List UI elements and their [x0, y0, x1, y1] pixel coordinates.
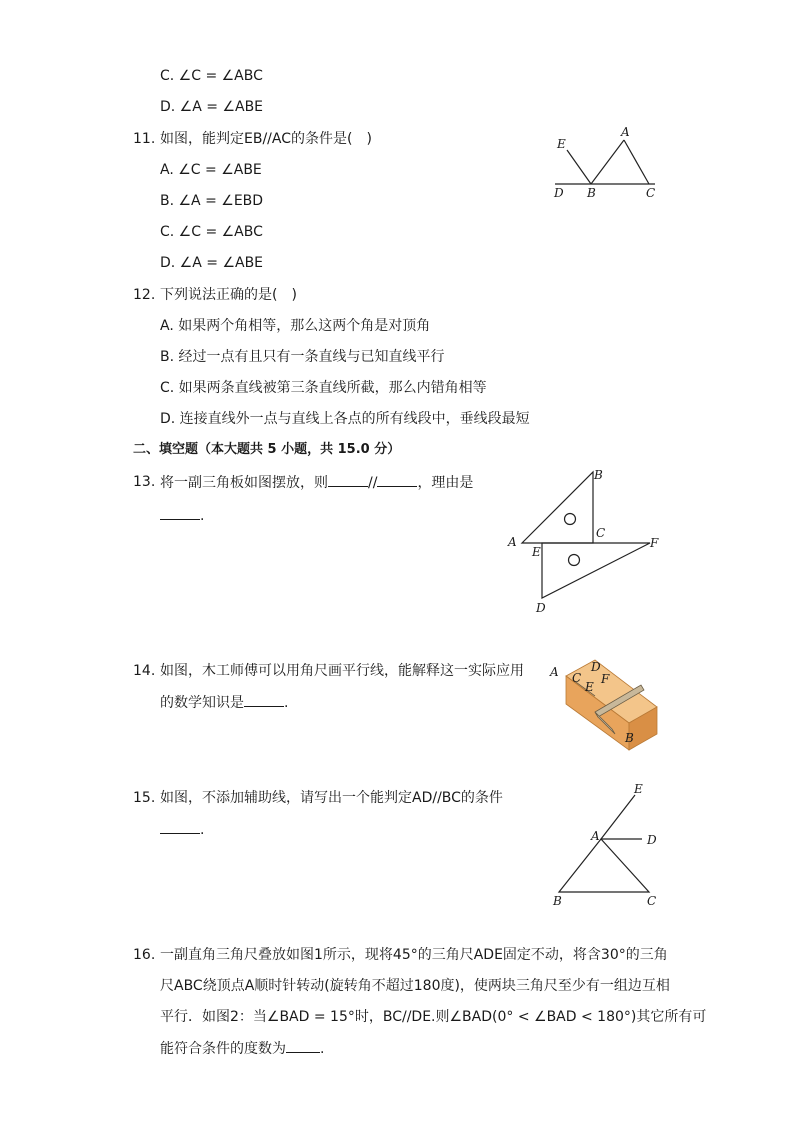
q13-label-b: B	[594, 468, 603, 482]
q12-option-d: D. 连接直线外一点与直线上各点的所有线段中，垂线段最短	[160, 411, 530, 427]
q16-line3: 平行．如图2：当∠BAD = 15°时，BC//DE.则∠BAD(0° < ∠BAD < 180°)其它所有可	[160, 1009, 707, 1025]
q13-label-f: F	[650, 536, 659, 550]
q13-label-d: D	[536, 601, 546, 615]
q14-label-b: B	[625, 731, 634, 745]
q11-label-a: A	[621, 125, 630, 139]
q14-period: .	[284, 695, 289, 711]
q12-option-c: C. 如果两条直线被第三条直线所截，那么内错角相等	[160, 380, 487, 396]
q15-line1: 如图，不添加辅助线，请写出一个能判定AD//BC的条件	[160, 790, 503, 806]
q11-label-e: E	[557, 137, 566, 151]
q13-blank-reason	[160, 505, 200, 520]
q13-parallel-sign: //	[368, 475, 378, 491]
q13-label-a: A	[508, 535, 517, 549]
q16-blank	[286, 1038, 320, 1053]
q14-line1: 如图，木工师傅可以用角尺画平行线，能解释这一实际应用	[160, 663, 524, 679]
q14-label-c: C	[572, 671, 582, 685]
q15-label-c: C	[647, 894, 657, 908]
q10-option-c: C. ∠C = ∠ABC	[160, 68, 263, 84]
q11-number: 11.	[133, 131, 156, 147]
q13-figure	[500, 462, 670, 622]
q13-blank-2	[377, 472, 417, 487]
q13-hole-upper	[565, 514, 576, 525]
q15-label-d: D	[647, 833, 657, 847]
q15-triangle-abc	[559, 839, 649, 892]
q15-ray-ea	[601, 795, 635, 839]
q13-stem	[160, 472, 473, 493]
q11-option-c: C. ∠C = ∠ABC	[160, 224, 263, 240]
q15-number: 15.	[133, 790, 156, 806]
q13-blank-1	[328, 472, 368, 487]
q11-segment-ac	[624, 140, 649, 184]
q11-segment-eb	[567, 150, 591, 184]
q15-label-b: B	[553, 894, 562, 908]
q13-triangle-efd	[542, 543, 650, 598]
q11-label-b: B	[587, 186, 596, 200]
q13-label-c: C	[596, 526, 606, 540]
q11-option-b: B. ∠A = ∠EBD	[160, 193, 264, 209]
q14-label-f: F	[601, 672, 610, 686]
q15-label-a: A	[591, 829, 600, 843]
q14-number: 14.	[133, 663, 156, 679]
q14-label-e: E	[585, 680, 594, 694]
q11-option-d: D. ∠A = ∠ABE	[160, 255, 264, 271]
q11-segment-ba	[591, 140, 624, 184]
q14-label-a: A	[550, 665, 559, 679]
q14-label-d: D	[591, 660, 601, 674]
q13-hole-lower	[569, 555, 580, 566]
q14-line2-text: 的数学知识是	[160, 695, 244, 711]
q11-option-a: A. ∠C = ∠ABE	[160, 162, 262, 178]
q11-stem: 如图，能判定EB//AC的条件是( )	[160, 131, 372, 147]
q16-number: 16.	[133, 947, 156, 963]
q15-answer-line	[160, 819, 204, 840]
q15-period: .	[200, 822, 205, 838]
q13-stem-part2: ，理由是	[417, 475, 474, 491]
q15-figure	[545, 778, 670, 913]
q12-option-a: A. 如果两个角相等，那么这两个角是对顶角	[160, 318, 431, 334]
q13-label-e: E	[532, 545, 541, 559]
q13-reason-line	[160, 505, 204, 526]
q16-line1: 一副直角三角尺叠放如图1所示，现将45°的三角尺ADE固定不动，将含30°的三角	[160, 947, 668, 963]
q16-line4	[160, 1038, 324, 1059]
q11-figure	[545, 120, 670, 205]
section-fill-blank-title: 二、填空题（本大题共 5 小题，共 15.0 分）	[133, 442, 401, 457]
q14-figure	[545, 652, 670, 754]
q13-period: .	[200, 508, 205, 524]
q14-blank	[244, 692, 284, 707]
q15-label-e: E	[634, 782, 643, 796]
q12-stem: 下列说法正确的是( )	[160, 287, 297, 303]
q13-triangle-abc	[522, 472, 593, 543]
q11-label-c: C	[646, 186, 656, 200]
q10-option-d: D. ∠A = ∠ABE	[160, 99, 264, 115]
q14-line2	[160, 692, 288, 713]
q16-line2: 尺ABC绕顶点A顺时针转动(旋转角不超过180度)，使两块三角尺至少有一组边互相	[160, 978, 670, 994]
q16-period: .	[320, 1041, 325, 1057]
q13-number: 13.	[133, 474, 156, 490]
q11-label-d: D	[554, 186, 564, 200]
q15-blank	[160, 819, 200, 834]
q13-stem-part1: 将一副三角板如图摆放，则	[160, 475, 328, 491]
q12-number: 12.	[133, 287, 156, 303]
q12-option-b: B. 经过一点有且只有一条直线与已知直线平行	[160, 349, 445, 365]
q16-line4-text: 能符合条件的度数为	[160, 1041, 286, 1057]
